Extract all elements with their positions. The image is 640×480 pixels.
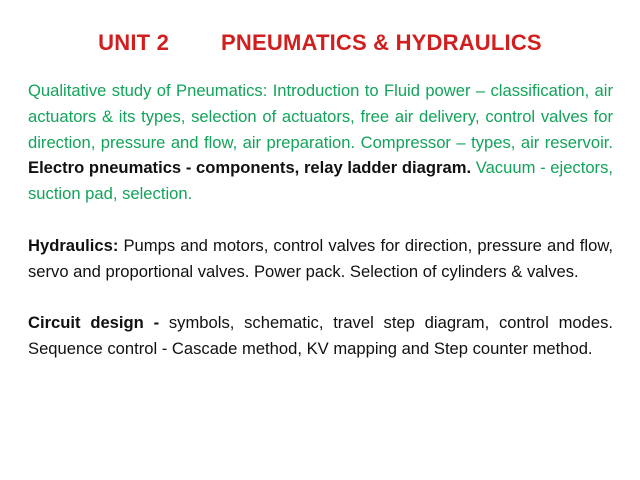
pneumatics-paragraph [28, 78, 613, 207]
vacuum-text: Vacuum - ejectors, suction pad, selection. [28, 158, 613, 204]
circuit-design-heading: Circuit design - [28, 313, 160, 333]
hydraulics-paragraph [28, 233, 613, 285]
unit-label: UNIT 2 [98, 30, 170, 55]
subject-title: PNEUMATICS & HYDRAULICS [221, 30, 542, 55]
pneumatics-intro-text: Qualitative study of Pneumatics: Introduction to Fluid power – classification, air actuators & its types, selection of actuators, free air delivery, control valves for direction, pressure and flow, air preparation. Compressor – types, air reservoir. [28, 81, 613, 152]
slide-title [0, 30, 640, 56]
syllabus-body [28, 78, 613, 362]
hydraulics-heading: Hydraulics: [28, 235, 119, 255]
circuit-design-text: symbols, schematic, travel step diagram, control modes. Sequence control - Cascade method, KV mapping and Step counter method. [28, 313, 613, 358]
circuit-design-paragraph [28, 310, 613, 362]
electro-pneumatics-heading: Electro pneumatics - components, relay ladder diagram. [28, 158, 472, 178]
hydraulics-text: Pumps and motors, control valves for direction, pressure and flow, servo and proportional valves. Power pack. Selection of cylinders & valves. [28, 235, 613, 281]
